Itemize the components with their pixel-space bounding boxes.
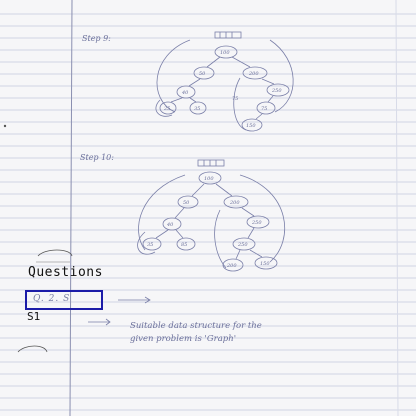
step9-tree [156, 32, 293, 131]
step10-node-label: 250 [252, 220, 262, 226]
margin-line [70, 0, 72, 416]
step9-node-label: 150 [246, 123, 256, 129]
step10-node-label: 50 [183, 200, 190, 206]
step9-node-label: 75 [261, 106, 268, 112]
step10-node-label: 200 [227, 263, 237, 269]
step10-node-label: 85 [181, 242, 188, 248]
question-selection-box[interactable] [25, 290, 103, 310]
step10-label: Step 10: [80, 153, 114, 162]
step9-node-label: 25 [164, 106, 171, 112]
s1-label: S1 [27, 310, 41, 323]
conclusion-line-2: given problem is 'Graph' [130, 334, 237, 344]
step10-node-label: 100 [204, 176, 214, 182]
step9-node-label: 40 [182, 90, 189, 96]
step9-label: Step 9: [82, 34, 111, 43]
step10-node-label: 250 [238, 242, 248, 248]
ruled-lines [0, 14, 416, 410]
step9-node-label: 35 [194, 106, 201, 112]
conclusion-line-1: Suitable data structure for the [130, 321, 262, 331]
step10-node-label: 35 [147, 242, 154, 248]
step9-node-label: 50 [199, 71, 206, 77]
questions-label: Questions [28, 265, 103, 280]
selected-question-text: Q. 2. S [33, 294, 71, 304]
step9-node-label: 250 [272, 88, 282, 94]
step10-node-label: 40 [167, 222, 174, 228]
step9-node-label: 200 [249, 71, 259, 77]
step10-node-label: 150 [260, 261, 270, 267]
step9-node-label: 75 [232, 96, 239, 102]
step9-node-label: 100 [220, 50, 230, 56]
step10-node-label: 200 [230, 200, 240, 206]
